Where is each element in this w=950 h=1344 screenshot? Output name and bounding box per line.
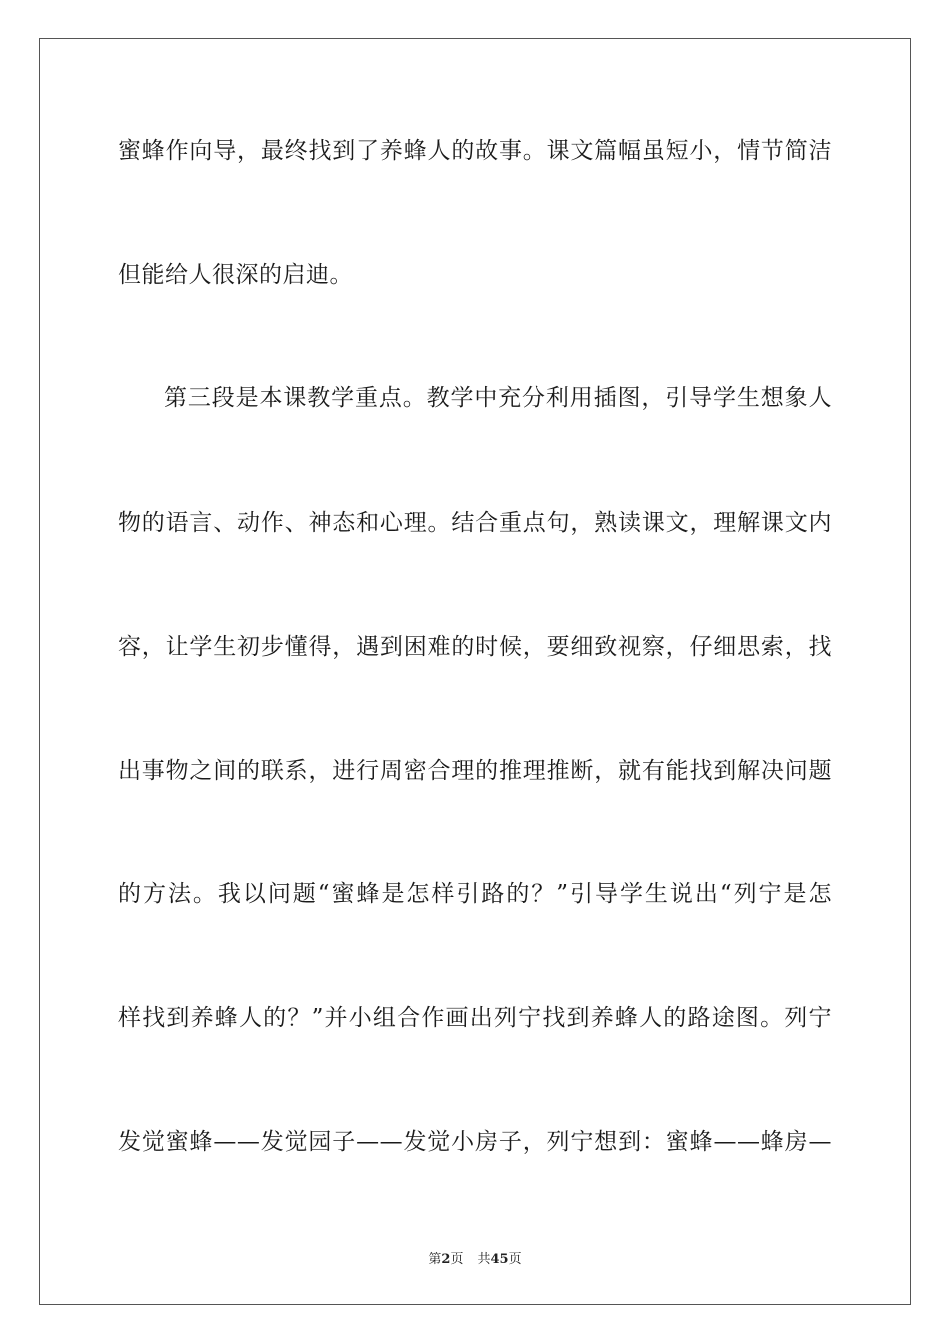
page-total: 45 <box>490 1252 509 1267</box>
page-prefix: 第 <box>428 1252 442 1267</box>
text-line-6: 出事物之间的联系，进行周密合理的推理推断，就有能找到解决问题 <box>118 758 832 784</box>
text-line-3: 第三段是本课教学重点。教学中充分利用插图，引导学生想象人 <box>164 385 832 411</box>
text-line-8: 样找到养蜂人的？”并小组合作画出列宁找到养蜂人的路途图。列宁 <box>118 1005 832 1031</box>
text-line-1: 蜜蜂作向导，最终找到了养蜂人的故事。课文篇幅虽短小，情节简洁 <box>118 138 832 164</box>
total-prefix: 共 <box>477 1252 491 1267</box>
text-line-5: 容，让学生初步懂得，遇到困难的时候，要细致视察，仔细思索，找 <box>118 634 832 660</box>
text-line-4: 物的语言、动作、神态和心理。结合重点句，熟读课文，理解课文内 <box>118 510 832 536</box>
total-suffix: 页 <box>508 1252 522 1267</box>
page-number: 2 <box>441 1252 451 1267</box>
page-suffix: 页 <box>450 1252 464 1267</box>
text-line-7: 的方法。我以问题“蜜蜂是怎样引路的？”引导学生说出“列宁是怎 <box>118 881 832 907</box>
page-footer <box>0 1248 950 1267</box>
text-line-9: 发觉蜜蜂——发觉园子——发觉小房子，列宁想到：蜜蜂——蜂房— <box>118 1129 832 1155</box>
text-line-2: 但能给人很深的启迪。 <box>118 262 353 288</box>
page-border <box>39 38 911 1305</box>
